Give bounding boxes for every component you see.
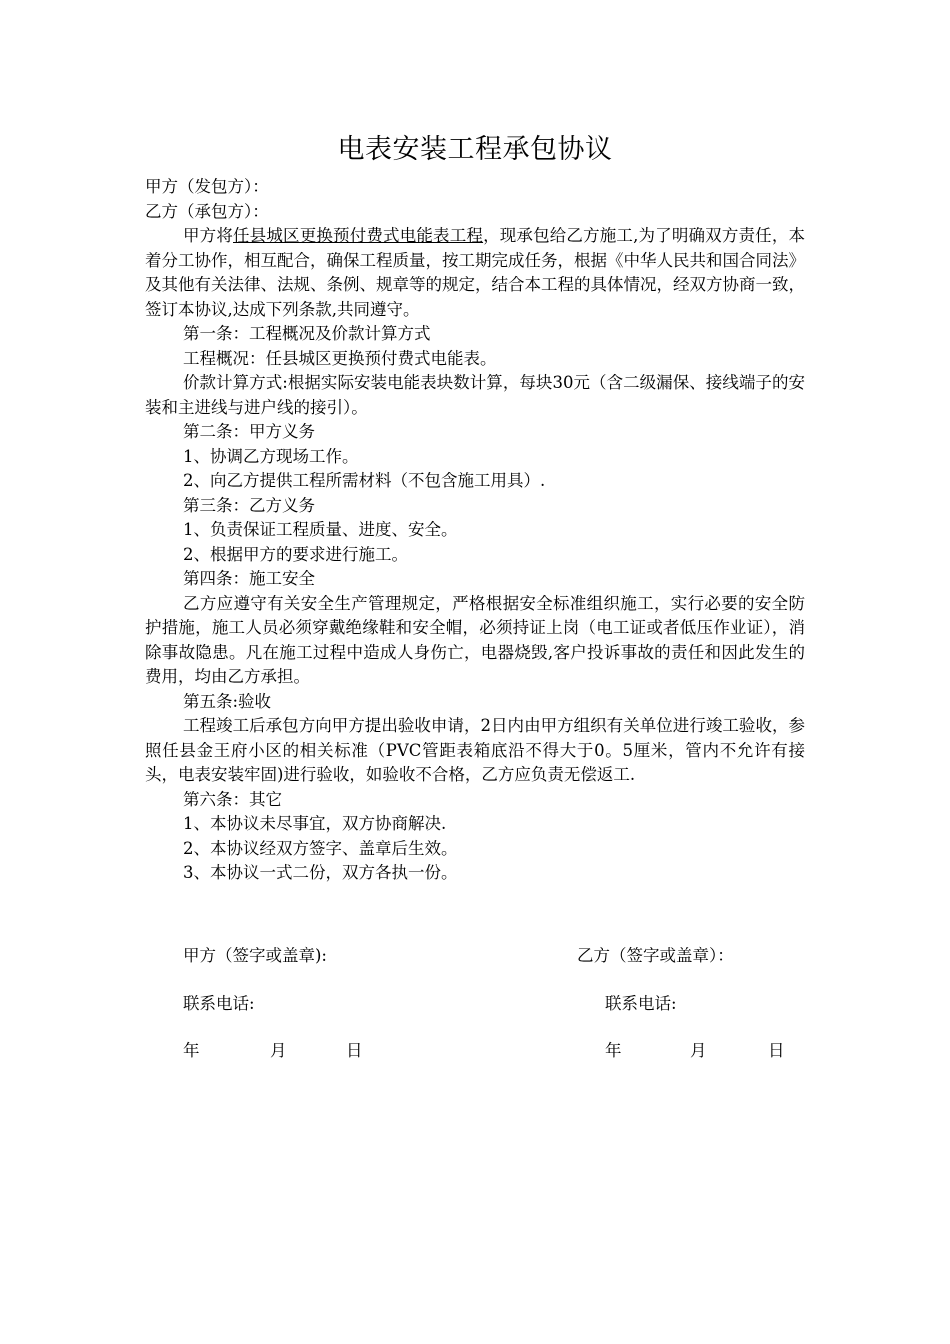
- party-b-line: 乙方（承包方）：: [145, 201, 269, 221]
- party-a-duty-2: 2、向乙方提供工程所需材料（不包含施工用具）.: [183, 471, 546, 490]
- article-3-heading: 第三条：乙方义务: [183, 495, 315, 515]
- party-a-signature-label: 甲方（签字或盖章):: [183, 946, 327, 965]
- party-b-year: 年: [605, 1041, 622, 1060]
- project-name: 任县城区更换预付费式电能表工程: [233, 226, 484, 245]
- article-2-heading: 第二条：甲方义务: [183, 422, 315, 441]
- article-1-heading: 第一条：工程概况及价款计算方式: [183, 324, 431, 343]
- party-b-duty-2: 2、根据甲方的要求进行施工。: [183, 544, 408, 564]
- party-a-month: 月: [270, 1041, 287, 1060]
- party-b-duty-1: 1、负责保证工程质量、进度、安全。: [183, 520, 458, 539]
- party-b-signature-label: 乙方（签字或盖章）：: [577, 946, 734, 965]
- article-4-heading: 第四条：施工安全: [183, 569, 315, 588]
- intro-post: ，现承包给乙方施工,为了明确双方责任，本着分工协作，相互配合，确保工程质量，按工期完成任务，根据《中华人民共和国合同法》及其他有关法律、法规、条例、规章等的规定，结合本工程的具体情况，经双方协商一致，签订本协议,达成下列条款,共同遵守。: [145, 226, 806, 319]
- party-a-duty-1: 1、协调乙方现场工作。: [183, 446, 359, 466]
- misc-item-3: 3、本协议一式二份，双方各执一份。: [183, 863, 458, 882]
- project-overview: 工程概况：任县城区更换预付费式电能表。: [183, 348, 497, 368]
- intro-pre: 甲方将: [183, 226, 234, 245]
- party-b-day: 日: [768, 1041, 785, 1060]
- intro-paragraph: [145, 224, 805, 322]
- document-title: 电表安装工程承包协议: [337, 134, 613, 165]
- party-b-phone-label: 联系电话:: [605, 994, 677, 1013]
- article-5-heading: 第五条:验收: [183, 691, 272, 711]
- party-a-day: 日: [346, 1041, 363, 1060]
- article-6-heading: 第六条：其它: [183, 789, 282, 809]
- safety-paragraph: 乙方应遵守有关安全生产管理规定，严格根据安全标准组织施工，实行必要的安全防护措施，施工人员必须穿戴绝缘鞋和安全帽，必须持证上岗（电工证或者低压作业证），消除事故隐患。凡在施工过程中造成人身伤亡，电器烧毁,客户投诉事故的责任和因此发生的费用，均由乙方承担。: [145, 593, 805, 686]
- pricing-method: 价款计算方式:根据实际安装电能表块数计算，每块30元（含二级漏保、接线端子的安装和主进线与进户线的接引）。: [145, 373, 805, 417]
- party-a-phone-label: 联系电话:: [183, 994, 255, 1013]
- misc-item-2: 2、本协议经双方签字、盖章后生效。: [183, 838, 458, 858]
- document-body: [145, 175, 805, 886]
- acceptance-paragraph: 工程竣工后承包方向甲方提出验收申请，2日内由甲方组织有关单位进行竣工验收，参照任县金王府小区的相关标准（PVC管距表箱底沿不得大于0。5厘米，管内不允许有接头，电表安装牢固)进行验收，如验收不合格，乙方应负责无偿返工.: [145, 716, 805, 784]
- party-b-month: 月: [690, 1041, 707, 1060]
- party-a-line: 甲方（发包方）：: [145, 177, 269, 196]
- misc-item-1: 1、本协议未尽事宜，双方协商解决.: [183, 814, 447, 833]
- party-a-year: 年: [183, 1041, 200, 1060]
